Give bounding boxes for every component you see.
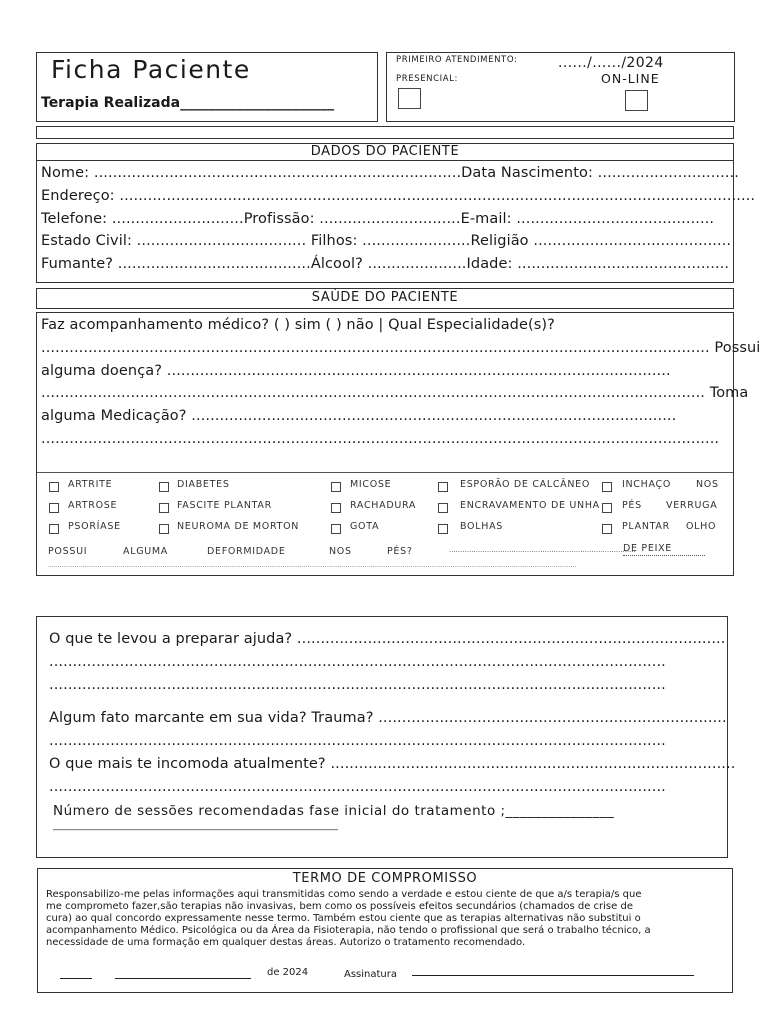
therapy-field[interactable]: Terapia Realizada______________________ [41, 95, 335, 111]
name-birth-field[interactable]: Nome: ..............................................................................Data Nascimento: .............................. [41, 165, 739, 181]
checkbox-inchaco[interactable] [602, 482, 612, 492]
help-reason-line-2[interactable]: ................................................................................................................................... [49, 654, 666, 670]
label-nos: NOS [696, 479, 719, 490]
checkbox-pes[interactable] [602, 503, 612, 513]
checkbox-encravamento[interactable] [438, 503, 448, 513]
term-text-line-1: Responsabilizo-me pelas informações aqui transmitidas como sendo a verdade e estou ciente de que a/s terapia/s que [46, 889, 642, 900]
label-neuroma: NEUROMA DE MORTON [177, 521, 300, 532]
checkbox-artrite[interactable] [49, 482, 59, 492]
checkbox-rachadura[interactable] [331, 503, 341, 513]
signature-line[interactable] [412, 975, 694, 976]
checkbox-micose[interactable] [331, 482, 341, 492]
health-line-6[interactable]: ................................................................................................................................................ [41, 431, 720, 447]
label-psoriase: PSORÍASE [68, 521, 121, 532]
label-verruga: VERRUGA [666, 500, 718, 511]
checkbox-psoriase[interactable] [49, 524, 59, 534]
patient-data-section [36, 143, 756, 283]
phone-job-email-field[interactable]: Telefone: ............................Profissão: ..............................E-mail: .......................................... [41, 211, 715, 227]
term-text-line-5: necessidade de uma formação em qualquer destas áreas. Autorizo o tratamento recomendado. [46, 937, 526, 948]
online-label: ON-LINE [601, 71, 660, 86]
term-section [37, 868, 733, 993]
patient-data-heading: DADOS DO PACIENTE [310, 144, 460, 159]
civil-children-religion-field[interactable]: Estado Civil: .................................... Filhos: .......................Religião .......................................... [41, 233, 732, 249]
label-pes: PÉS [622, 500, 642, 511]
label-encravamento: ENCRAVAMENTO DE UNHA [460, 500, 600, 511]
medical-followup-question[interactable]: Faz acompanhamento médico? ( ) sim ( ) não | Qual Especialidade(s)? [41, 317, 555, 333]
checkbox-fascite[interactable] [159, 503, 169, 513]
label-artrite: ARTRITE [68, 479, 113, 490]
conditions-divider [37, 472, 733, 473]
health-section [36, 312, 761, 576]
label-artrose: ARTROSE [68, 500, 118, 511]
sessions-field[interactable]: Número de sessões recomendadas fase inicial do tratamento ;_______________ [53, 803, 615, 819]
day-signature-line[interactable] [60, 978, 92, 979]
bothers-question[interactable]: O que mais te incomoda atualmente? ...................................................................................... [49, 756, 736, 772]
trauma-question[interactable]: Algum fato marcante em sua vida? Trauma? .......................................................................... [49, 710, 727, 726]
term-heading: TERMO DE COMPROMISSO [292, 871, 478, 886]
checkbox-gota[interactable] [331, 524, 341, 534]
medication-question[interactable]: alguma Medicação? ....................................................................................................... [41, 408, 677, 424]
checkbox-artrose[interactable] [49, 503, 59, 513]
de-peixe-underline [623, 555, 705, 556]
label-de-peixe: DE PEIXE [623, 543, 672, 554]
health-heading: SAÚDE DO PACIENTE [311, 290, 459, 305]
label-gota: GOTA [350, 521, 380, 532]
checkbox-neuroma[interactable] [159, 524, 169, 534]
month-signature-line[interactable] [115, 978, 251, 979]
questions-section [36, 616, 736, 858]
appointment-box [386, 52, 735, 122]
first-visit-date[interactable]: ....../....../2024 [558, 55, 664, 71]
label-diabetes: DIABETES [177, 479, 230, 490]
first-visit-label: PRIMEIRO ATENDIMENTO: [396, 55, 518, 65]
deformity-word-nos: NOS [329, 546, 352, 557]
page-title: Ficha Paciente [51, 55, 251, 84]
smoker-alcohol-age-field[interactable]: Fumante? .........................................Álcool? .....................Idade: ............................................. [41, 256, 730, 272]
deformity-answer-line-2[interactable]: ..................................................................................................................................................................................................................................................................................... [48, 562, 577, 569]
deformity-word-pes: PÉS? [387, 546, 413, 557]
label-plantar: PLANTAR [622, 521, 670, 532]
health-line-4[interactable]: ............................................................................................................................................. Toma [41, 385, 749, 401]
checkbox-diabetes[interactable] [159, 482, 169, 492]
checkbox-bolhas[interactable] [438, 524, 448, 534]
presencial-label: PRESENCIAL: [396, 74, 458, 84]
date-suffix: de 2024 [267, 967, 309, 978]
trauma-line-2[interactable]: ................................................................................................................................... [49, 733, 666, 749]
deformity-word-deformidade: DEFORMIDADE [207, 546, 286, 557]
help-reason-line-3[interactable]: ................................................................................................................................... [49, 677, 666, 693]
online-checkbox[interactable] [625, 90, 648, 111]
checkbox-plantar[interactable] [602, 524, 612, 534]
deformity-answer-line[interactable]: .................................................................................... [449, 546, 636, 554]
term-text-line-3: cura) ao qual concordo expressamente nesse termo. Também estou ciente que as terapias alternativas não substitui o [46, 913, 641, 924]
disease-question[interactable]: alguma doença? ........................................................................................................... [41, 363, 671, 379]
checkbox-esporao[interactable] [438, 482, 448, 492]
label-esporao: ESPORÃO DE CALCÂNEO [460, 479, 591, 490]
label-inchaco: INCHAÇO [622, 479, 672, 490]
label-fascite: FASCITE PLANTAR [177, 500, 272, 511]
spacer-bar [36, 126, 734, 139]
label-bolhas: BOLHAS [460, 521, 503, 532]
presencial-checkbox[interactable] [398, 88, 421, 109]
sessions-line[interactable]: _________________________________________________________ [53, 820, 338, 831]
term-text-line-4: acompanhamento Médico. Psicológica ou da Área da Fisioterapia, não tendo o profissional que será o trabalho técnico, a [46, 925, 651, 936]
help-reason-question[interactable]: O que te levou a preparar ajuda? ........................................................................................... [49, 631, 726, 647]
label-rachadura: RACHADURA [350, 500, 417, 511]
health-line-2[interactable]: .............................................................................................................................................. Possui [41, 340, 761, 356]
label-micose: MICOSE [350, 479, 392, 490]
deformity-word-alguma: ALGUMA [123, 546, 169, 557]
signature-label: Assinatura [344, 969, 398, 980]
label-olho: OLHO [686, 521, 717, 532]
health-heading-box [36, 288, 734, 309]
term-text-line-2: me comprometo fazer,são terapias não invasivas, bem como os possíveis efeitos secundários (chamados de crise de [46, 901, 633, 912]
patient-heading-rule [37, 160, 733, 161]
title-box [36, 52, 378, 122]
address-field[interactable]: Endereço: ....................................................................................................................................... [41, 188, 756, 204]
bothers-line-2[interactable]: ................................................................................................................................... [49, 779, 666, 795]
deformity-word-possui: POSSUI [48, 546, 88, 557]
